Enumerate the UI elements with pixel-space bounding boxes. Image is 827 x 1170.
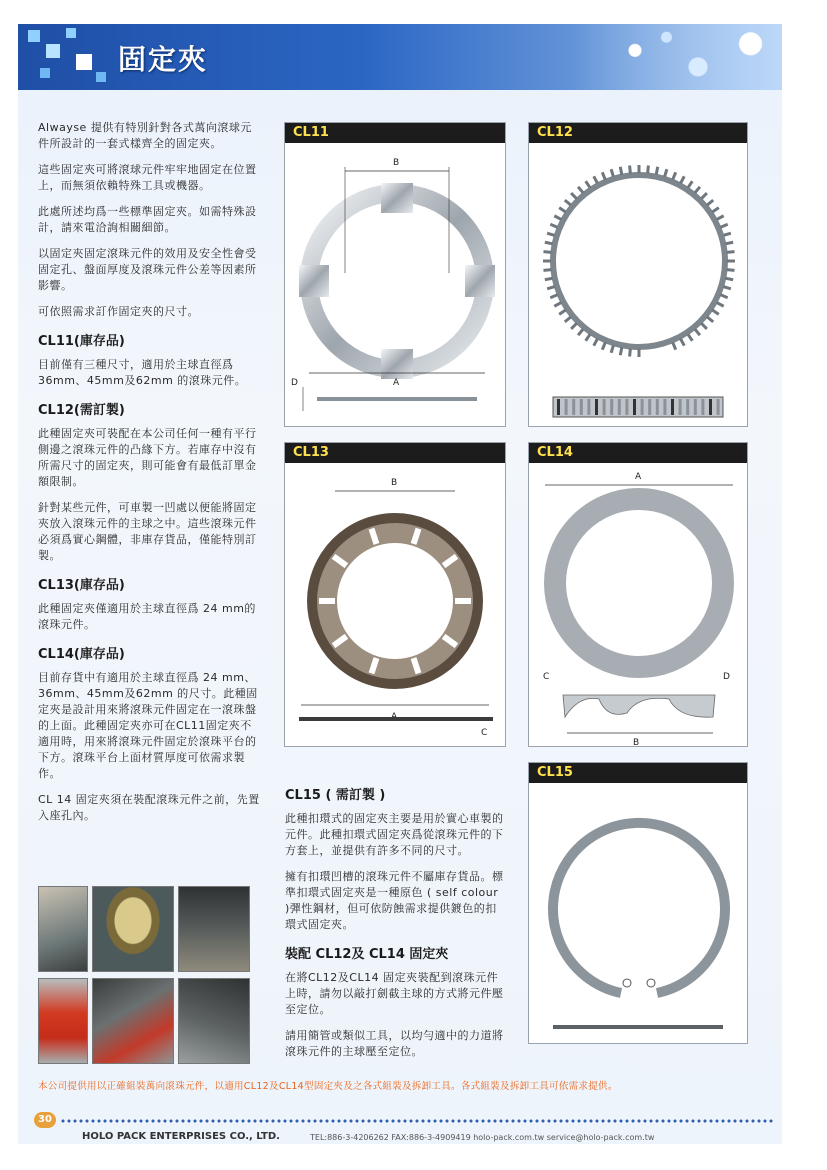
cl11-ring (309, 193, 485, 369)
cl12-profile-tooth (656, 399, 659, 415)
cl12-tooth (547, 287, 555, 289)
cl11-tab (381, 349, 413, 379)
cl12-profile-tooth (686, 399, 689, 415)
cl11-diagram (285, 143, 505, 427)
decor-square (28, 30, 40, 42)
cl12-profile-tooth (671, 399, 674, 415)
cl12-profile-tooth (595, 399, 598, 415)
cl13-diagram (285, 463, 505, 747)
cl12-profile-tooth (610, 399, 613, 415)
cl12-tooth (571, 323, 577, 329)
cl12-tooth (578, 329, 583, 335)
cl14-description: 目前存貨中有適用於主球直徑爲 24 mm、36mm、45mm及62mm 的尺寸。此種固定夾是設計用來將滾珠元件固定在一滾珠盤的上面。此種固定夾亦可在CL11固定夾不適用時，用來將滾珠元件固定於滾珠平台的下方。滾珠平台上面材質厚度可依需求製作。 (38, 671, 258, 780)
cl12-tooth (545, 278, 553, 280)
cl14-ring (555, 499, 723, 667)
cl11-description: 目前僅有三種尺寸，適用於主球直徑爲 36mm、45mm及62mm 的滾珠元件。 (38, 358, 247, 387)
cl12-tooth (602, 342, 605, 349)
intro-paragraph: 此處所述均爲一些標準固定夾。如需特殊設計，請來電洽詢相關細節。 (38, 205, 257, 234)
cl11-tab (299, 265, 329, 297)
cl12-side-profile (553, 397, 723, 417)
cl12-tooth (707, 200, 713, 205)
assembly-text: 在將CL12及CL14 固定夾裝配到滾珠元件上時，請勿以敲打劍截主球的方式將元件壓至定位。 (285, 971, 504, 1016)
cl12-profile-tooth (701, 399, 704, 415)
dim-b-label: B (633, 738, 640, 747)
assembly-photos (38, 886, 250, 1068)
cl12-profile-tooth (603, 399, 606, 415)
cl12-tooth (620, 347, 622, 355)
dim-c-label: C (481, 728, 488, 738)
cl12-tooth (680, 339, 684, 346)
cl14-note: CL 14 固定夾須在裝配滾珠元件之前，先置入座孔內。 (38, 793, 260, 822)
cl13-box (284, 442, 506, 747)
cl12-tooth (688, 334, 692, 341)
cl12-profile-tooth (717, 399, 720, 415)
dim-d-label: D (291, 378, 298, 388)
cl12-tooth (620, 167, 622, 175)
cl12-tooth (611, 169, 613, 177)
cl15-ring (553, 823, 725, 993)
cl12-tooth (688, 181, 692, 188)
assembly-photo (178, 886, 250, 972)
cl12-tooth (594, 176, 598, 183)
cl14-box (528, 442, 748, 747)
cl11-tab (465, 265, 495, 297)
cl11-heading: CL11(庫存品) (38, 334, 125, 349)
cl15-diagram (529, 783, 747, 1043)
cl12-tooth (550, 224, 557, 227)
cl12-box (528, 122, 748, 427)
cl14-heading: CL14(庫存品) (38, 647, 125, 662)
cl13-side-profile (299, 717, 493, 721)
page-header (18, 24, 782, 90)
dim-b-label: B (391, 478, 398, 488)
cl12-description-2: 針對某些元件，可車製一凹處以便能將固定夾放入滾珠元件的主球之中。這些滾珠元件必須爲實心鋼體，非庫存貨品，僅能特別訂製。 (38, 501, 257, 562)
cl14-side-profile (563, 695, 715, 717)
cl12-tooth (543, 252, 551, 253)
cl13-heading: CL13(庫存品) (38, 578, 125, 593)
dim-c-label: C (543, 672, 550, 682)
cl12-profile-tooth (580, 399, 583, 415)
cl12-tooth (720, 224, 727, 227)
cl12-tooth (720, 295, 727, 298)
cl12-tooth (559, 310, 566, 314)
cl12-profile-tooth (618, 399, 621, 415)
cl12-tooth (550, 295, 557, 298)
cl12-tooth (717, 302, 724, 306)
cl12-tooth (727, 252, 735, 253)
cl13-description: 此種固定夾僅適用於主球直徑爲 24 mm的滾珠元件。 (38, 602, 256, 631)
cl12-tooth (680, 176, 684, 183)
company-contact: TEL:886-3-4206262 FAX:886-3-4909419 holo-pack.com.tw service@holo-pack.com.tw (310, 1133, 655, 1142)
cl12-profile-tooth (572, 399, 575, 415)
footer-note: 本公司提供用以正確組裝萬向滾珠元件，以適用CL12及CL14型固定夾及之各式組裝及拆卸工具。各式組裝及拆卸工具可依需求提供。 (38, 1081, 618, 1092)
cl12-profile-tooth (709, 399, 712, 415)
cl12-profile-tooth (679, 399, 682, 415)
cl12-tooth (725, 242, 733, 244)
cl12-tooth (611, 345, 613, 353)
cl12-tooth (545, 242, 553, 244)
cl15-side-profile (553, 1025, 723, 1029)
cl12-profile-tooth (633, 399, 636, 415)
cl12-tooth (695, 329, 700, 335)
decor-square (96, 72, 106, 82)
cl12-tooth (701, 193, 707, 199)
cl15-description-2: 擁有扣環凹槽的滾珠元件不屬庫存貨品。標準扣環式固定夾是一種原色 ( self colour )彈性鋼材，但可依防蝕需求提供鍍色的扣環式固定夾。 (285, 870, 504, 931)
dim-d-label: D (723, 672, 730, 682)
cl12-tooth (673, 172, 676, 179)
cl12-profile-tooth (565, 399, 568, 415)
cl12-description: 此種固定夾可裝配在本公司任何一種有平行側邊之滾珠元件的凸緣下方。若庫存中沒有所需尺寸的固定夾，則可能會有最低訂單金額限制。 (38, 427, 257, 488)
cl12-tooth (630, 165, 631, 173)
page-number: 30 (34, 1112, 56, 1128)
cl13-center-hole (337, 543, 453, 659)
cl12-profile-tooth (557, 399, 560, 415)
bubbles-decoration (572, 24, 782, 90)
company-name: HOLO PACK ENTERPRISES CO., LTD. (82, 1131, 280, 1142)
cl12-tooth (656, 167, 658, 175)
left-column (38, 120, 260, 834)
cl12-tooth (586, 181, 590, 188)
cl15-description: 此種扣環式的固定夾主要是用於實心車製的元件。此種扣環式固定夾爲從滾珠元件的下方套上，並提供有許多不同的尺寸。 (285, 812, 504, 857)
decor-square (40, 68, 50, 78)
middle-column (285, 780, 507, 1070)
cl12-tooth (565, 317, 571, 322)
cl13-label: CL13 (285, 443, 505, 463)
cl12-profile-tooth (648, 399, 651, 415)
cl12-tooth (547, 233, 555, 235)
intro-paragraph: Alwayse 提供有特別針對各式萬向滾球元件所設計的一套式樣齊全的固定夾。 (38, 121, 252, 150)
dim-b-label: B (393, 158, 400, 168)
cl12-profile-tooth (625, 399, 628, 415)
intro-paragraph: 以固定夾固定滾珠元件的效用及安全性會受固定孔、盤面厚度及滾珠元件公差等因素所影響。 (38, 247, 257, 292)
cl15-eyelet (647, 979, 655, 987)
cl12-tooth (565, 200, 571, 205)
cl12-tooth (727, 270, 735, 271)
decor-square (46, 44, 60, 58)
cl12-ring (553, 175, 725, 347)
decor-square (76, 54, 92, 70)
cl11-tab (381, 183, 413, 213)
page-title: 固定夾 (118, 43, 209, 76)
cl12-tooth (578, 187, 583, 193)
cl12-tooth (554, 216, 561, 220)
assembly-photo (92, 978, 174, 1064)
intro-paragraph: 可依照需求訂作固定夾的尺寸。 (38, 305, 199, 318)
cl12-tooth (665, 169, 667, 177)
cl15-box (528, 762, 748, 1044)
cl12-profile-tooth (587, 399, 590, 415)
cl12-tooth (586, 334, 590, 341)
cl12-tooth (717, 216, 724, 220)
assembly-heading: 裝配 CL12及 CL14 固定夾 (285, 947, 449, 962)
dotted-rule (60, 1118, 775, 1124)
cl12-profile-tooth (694, 399, 697, 415)
assembly-photo (92, 886, 174, 972)
cl12-tooth (648, 165, 649, 173)
assembly-photo (38, 886, 88, 972)
dim-a-label: A (635, 472, 642, 482)
cl11-side-profile (317, 397, 477, 401)
cl14-diagram (529, 463, 747, 747)
cl11-label: CL11 (285, 123, 505, 143)
cl12-tooth (543, 270, 551, 271)
assembly-photo (38, 978, 88, 1064)
dim-a-label: A (393, 378, 400, 388)
cl12-tooth (673, 342, 676, 349)
cl12-tooth (594, 339, 598, 346)
cl12-tooth (695, 187, 700, 193)
cl12-tooth (554, 302, 561, 306)
cl14-label: CL14 (529, 443, 747, 463)
cl12-tooth (723, 287, 731, 289)
cl12-label: CL12 (529, 123, 747, 143)
cl12-tooth (602, 172, 605, 179)
cl12-diagram (529, 143, 747, 427)
cl12-tooth (571, 193, 577, 199)
cl12-tooth (712, 310, 719, 314)
cl12-tooth (725, 278, 733, 280)
cl12-tooth (559, 208, 566, 212)
decor-square (66, 28, 76, 38)
cl12-tooth (723, 233, 731, 235)
cl12-tooth (707, 317, 713, 322)
cl15-label: CL15 (529, 763, 747, 783)
cl11-box (284, 122, 506, 427)
assembly-text-2: 請用簡管或類似工具，以均勻適中的力道將滾珠元件的主球壓至定位。 (285, 1029, 504, 1058)
intro-paragraph: 這些固定夾可將滾球元件牢牢地固定在位置上，而無須依賴特殊工具或機器。 (38, 163, 257, 192)
cl12-tooth (630, 349, 631, 357)
cl12-profile-tooth (641, 399, 644, 415)
cl15-eyelet (623, 979, 631, 987)
cl15-heading: CL15 ( 需訂製 ) (285, 788, 386, 803)
cl12-heading: CL12(需訂製) (38, 403, 125, 418)
cl12-tooth (712, 208, 719, 212)
cl12-profile-tooth (663, 399, 666, 415)
assembly-photo (178, 978, 250, 1064)
cl12-tooth (701, 323, 707, 329)
